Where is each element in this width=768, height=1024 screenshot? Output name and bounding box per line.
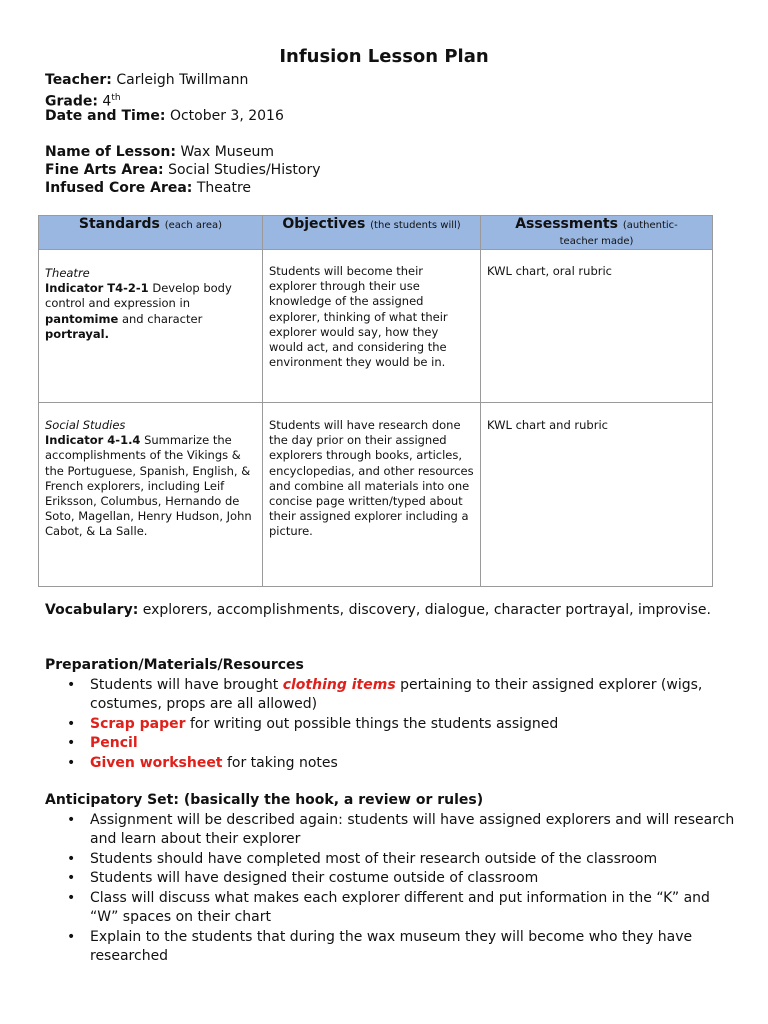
assessments-header-label: Assessments — [515, 216, 618, 232]
anticipatory-section — [45, 791, 735, 967]
core-area-line — [45, 179, 251, 197]
prep-item1-post: pertaining to their assigned explorer (wigs, costumes, props are all allowed) — [90, 676, 703, 712]
grade-suffix: th — [111, 93, 121, 103]
date-label: Date and Time: — [45, 108, 166, 124]
social-studies-assessment-text: KWL chart and rubric — [487, 418, 608, 432]
vocabulary-section — [45, 601, 735, 621]
teacher-label: Teacher: — [45, 72, 112, 88]
bullet-icon: • — [67, 850, 76, 867]
theatre-indicator-text-a: Develop body control and expression in — [45, 281, 232, 311]
list-item — [45, 850, 735, 870]
date-value: October 3, 2016 — [169, 108, 284, 124]
standards-header-label: Standards — [78, 216, 160, 232]
teacher-line — [45, 71, 248, 89]
prep-item1-pre: Students will have brought — [90, 676, 279, 693]
fine-arts-value: Social Studies/History — [168, 162, 321, 178]
theatre-objective-cell — [263, 250, 481, 403]
table-row — [39, 403, 713, 587]
list-item — [45, 889, 735, 928]
bullet-icon: • — [67, 676, 76, 693]
prep-item2-highlight: Scrap paper — [90, 715, 186, 732]
bullet-icon: • — [67, 928, 76, 945]
objectives-header — [263, 216, 481, 250]
list-item — [45, 754, 735, 774]
theatre-objective-text: Students will become their explorer through their use knowledge of the assigned explorer, thinking of what their explorer would say, how they would act, and considering the environment they would be in. — [269, 264, 448, 370]
anticipatory-item-text: Assignment will be described again: students will have assigned explorers and will research and learn about their explorer — [90, 811, 735, 847]
list-item — [45, 869, 735, 889]
theatre-indicator-text-b: and character — [121, 311, 203, 326]
bullet-icon: • — [67, 870, 76, 886]
table-row — [39, 250, 713, 403]
anticipatory-item-text: Class will discuss what makes each explorer different and put information in the “K” and “W” spaces on their chart — [90, 889, 710, 925]
social-studies-assessment-cell — [481, 403, 713, 587]
prep-item1-highlight: clothing items — [282, 676, 396, 693]
assessments-header-note-1: (authentic- — [622, 220, 678, 231]
date-line — [45, 107, 284, 125]
theatre-bold-portrayal: portrayal. — [45, 326, 109, 341]
objectives-header-note: (the students will) — [370, 220, 461, 231]
social-studies-standard-cell — [39, 403, 263, 587]
theatre-indicator: Indicator T4-2-1 — [45, 281, 149, 296]
lesson-name-line — [45, 143, 274, 161]
document-title: Infusion Lesson Plan — [279, 46, 489, 67]
list-item — [45, 811, 735, 850]
teacher-value: Carleigh Twillmann — [116, 72, 249, 88]
theatre-area-label: Theatre — [45, 266, 90, 280]
social-studies-indicator: Indicator 4-1.4 — [45, 433, 141, 448]
social-studies-objective-text: Students will have research done the day prior on their assigned explorers through books, articles, encyclopedias, and other resources and combine all materials into one concise page written/typed about their assigned explorer including a picture. — [269, 418, 474, 539]
prep-item4-highlight: Given worksheet — [90, 754, 223, 771]
anticipatory-item-text: Explain to the students that during the wax museum they will become who they have researched — [90, 928, 693, 964]
fine-arts-label: Fine Arts Area: — [45, 162, 164, 178]
list-item — [45, 715, 735, 735]
theatre-assessment-cell — [481, 250, 713, 403]
theatre-bold-pantomime: pantomime — [45, 311, 119, 326]
social-studies-area-label: Social Studies — [45, 418, 126, 432]
prep-item2-post: for writing out possible things the students assigned — [189, 715, 559, 732]
preparation-heading: Preparation/Materials/Resources — [45, 657, 304, 673]
preparation-section — [45, 656, 735, 773]
bullet-icon: • — [67, 811, 76, 828]
bullet-icon: • — [67, 735, 76, 751]
prep-item3-highlight: Pencil — [90, 735, 138, 751]
anticipatory-item-text: Students will have designed their costume outside of classroom — [90, 870, 539, 886]
assessments-header-note-2: teacher made) — [559, 236, 634, 247]
bullet-icon: • — [67, 715, 76, 732]
list-item — [45, 734, 735, 754]
fine-arts-line — [45, 161, 321, 179]
social-studies-indicator-text: Summarize the accomplishments of the Vikings & the Portuguese, Spanish, English, & French explorers, including Leif Eriksson, Columbus, Hernando de Soto, Magellan, Henry Hudson, John Cabot, & La Salle. — [45, 433, 252, 539]
preparation-list — [45, 676, 735, 774]
bullet-icon: • — [67, 754, 76, 771]
anticipatory-item-text: Students should have completed most of their research outside of the classroom — [90, 850, 658, 867]
standards-header-note: (each area) — [164, 220, 223, 231]
assessments-header — [481, 216, 713, 250]
table-header-row — [39, 216, 713, 250]
anticipatory-list — [45, 811, 735, 967]
core-area-value: Theatre — [196, 180, 252, 196]
vocabulary-label: Vocabulary: — [45, 602, 139, 618]
objectives-header-label: Objectives — [282, 216, 366, 232]
standards-header — [39, 216, 263, 250]
lesson-value: Wax Museum — [180, 144, 275, 160]
standards-table — [38, 215, 713, 587]
lesson-label: Name of Lesson: — [45, 144, 176, 160]
social-studies-objective-cell — [263, 403, 481, 587]
list-item — [45, 676, 735, 715]
theatre-standard-cell — [39, 250, 263, 403]
grade-label: Grade: — [45, 93, 98, 110]
prep-item4-post: for taking notes — [226, 754, 338, 771]
list-item — [45, 928, 735, 967]
vocabulary-text: explorers, accomplishments, discovery, dialogue, character portrayal, improvise. — [142, 602, 711, 618]
anticipatory-heading: Anticipatory Set: (basically the hook, a review or rules) — [45, 792, 484, 808]
bullet-icon: • — [67, 889, 76, 906]
core-area-label: Infused Core Area: — [45, 180, 193, 196]
grade-value: 4 — [102, 93, 112, 110]
theatre-assessment-text: KWL chart, oral rubric — [487, 264, 612, 278]
